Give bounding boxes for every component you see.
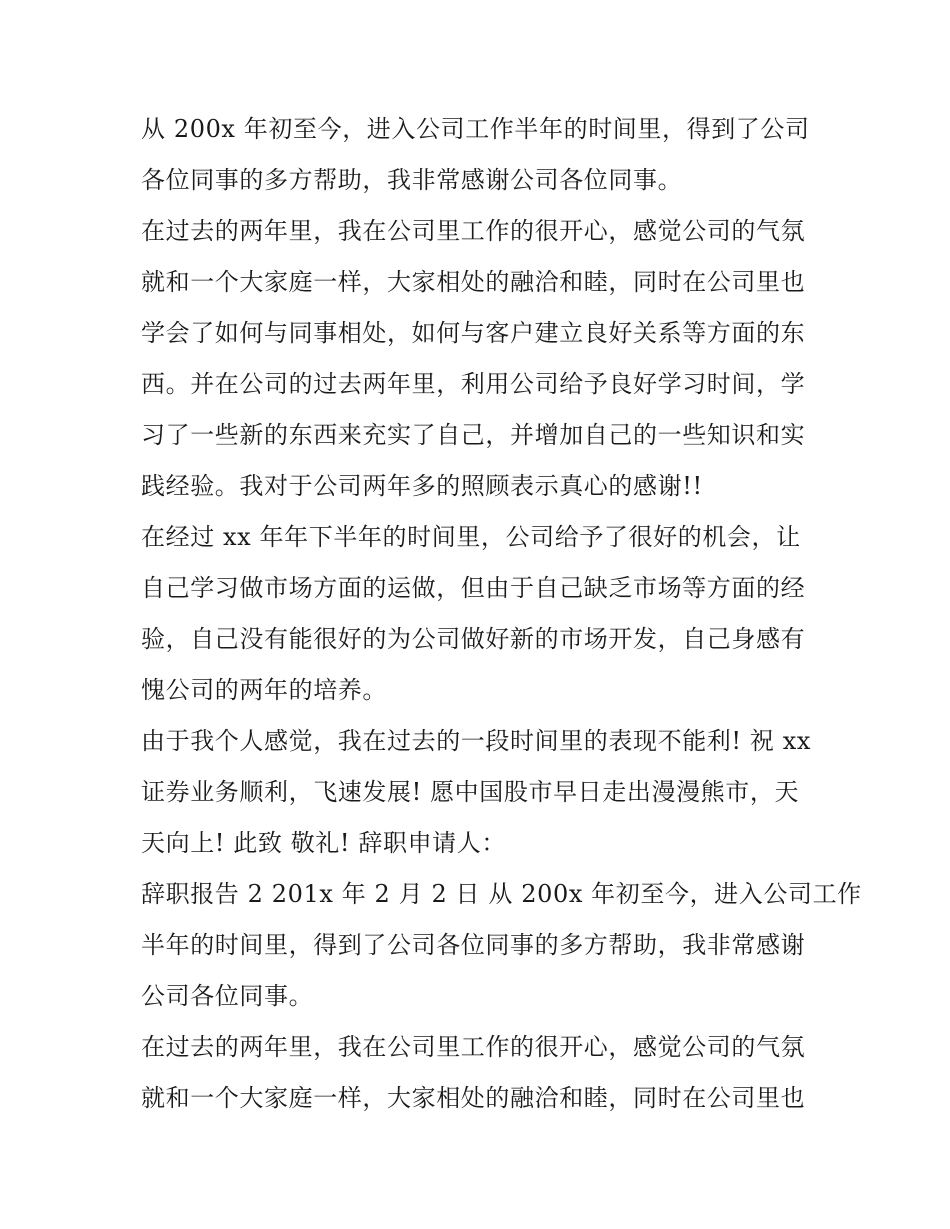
text-line: 在过去的两年里，我在公司里工作的很开心，感觉公司的气氛 [141,1033,806,1061]
text-line: 学会了如何与同事相处，如何与客户建立良好关系等方面的东 [141,319,806,347]
text-line: 半年的时间里，得到了公司各位同事的多方帮助，我非常感谢 [141,931,806,959]
text-line: 在过去的两年里，我在公司里工作的很开心，感觉公司的气氛 [141,217,806,245]
text-line: 愧公司的两年的培养。 [141,676,387,704]
text-line: 习了一些新的东西来充实了自己，并增加自己的一些知识和实 [141,421,806,449]
text-line: 各位同事的多方帮助，我非常感谢公司各位同事。 [141,166,683,194]
text-line: 从 200x 年初至今，进入公司工作半年的时间里，得到了公司 [141,115,810,143]
text-line: 就和一个大家庭一样，大家相处的融洽和睦，同时在公司里也 [141,268,806,296]
text-line: 天向上! 此致 敬礼! 辞职申请人： [141,829,506,857]
text-line: 证券业务顺利，飞速发展! 愿中国股市早日走出漫漫熊市，天 [141,778,800,806]
text-line: 在经过 xx 年年下半年的时间里，公司给予了很好的机会，让 [141,523,801,551]
text-line: 公司各位同事。 [141,982,314,1010]
document-body [141,104,862,1124]
text-line: 辞职报告 2 201x 年 2 月 2 日 从 200x 年初至今，进入公司工作 [141,880,862,908]
text-line: 西。并在公司的过去两年里，利用公司给予良好学习时间，学 [141,370,806,398]
text-line: 自己学习做市场方面的运做，但由于自己缺乏市场等方面的经 [141,574,806,602]
text-line: 由于我个人感觉，我在过去的一段时间里的表现不能利! 祝 xx [141,727,811,755]
text-line: 就和一个大家庭一样，大家相处的融洽和睦，同时在公司里也 [141,1084,806,1112]
text-line: 验，自己没有能很好的为公司做好新的市场开发，自己身感有 [141,625,806,653]
text-line: 践经验。我对于公司两年多的照顾表示真心的感谢!! [141,472,703,500]
